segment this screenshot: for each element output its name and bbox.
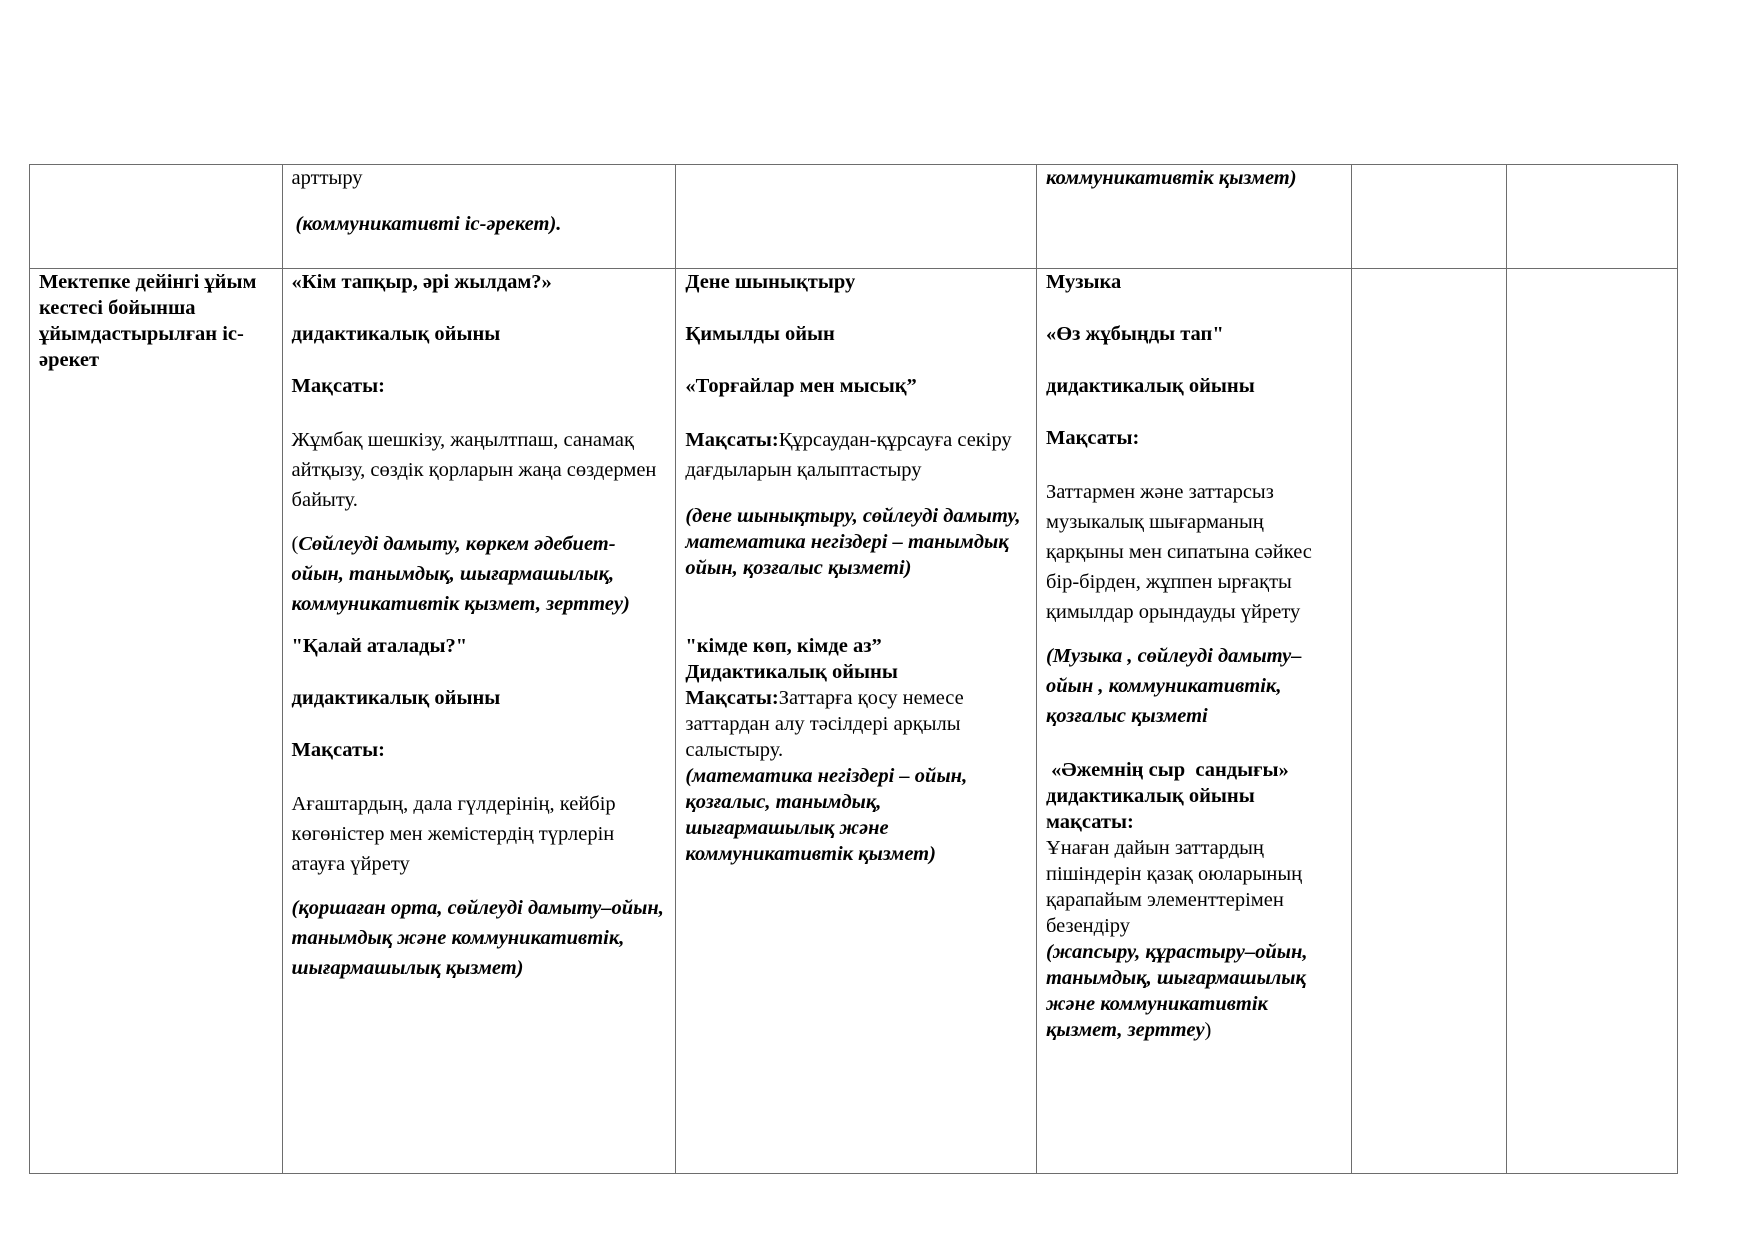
game-title: "кімде көп, кімде аз” [685, 635, 882, 657]
activity-areas [1046, 939, 1342, 1043]
goal-body: Заттарға қосу немесе заттардан алу тәсілдері арқылы салыстыру. [685, 687, 964, 761]
goal-label: Мақсаты: [685, 429, 779, 451]
table-row [30, 165, 1678, 269]
goal-text: Ағаштардың, дала гүлдерінің, кейбір көгөністер мен жемістердің түрлерін атауға үйрету [291, 793, 616, 875]
cell-r1-c4 [1036, 165, 1351, 269]
cell-r1-c2 [282, 165, 676, 269]
activity-areas: (дене шынықтыру, сөйлеуді дамыту, математика негіздері – танымдық ойын, қозғалыс қызметі) [685, 505, 1021, 579]
activity-area: коммуникативтік қызмет) [1045, 167, 1297, 189]
subject-title: Дене шынықтыру [685, 271, 856, 293]
goal-text: Ұнаған дайын заттардың пішіндерін қазақ оюларының қарапайым элементтерімен безендіру [1045, 837, 1303, 937]
activity-areas: (қоршаған орта, сөйлеуді дамыту–ойын, танымдық және коммуникативтік, шығармашылық қызмет) [291, 897, 664, 979]
activity-areas [292, 529, 667, 619]
cell-r1-c3 [676, 165, 1037, 269]
goal-label: Мақсаты: [685, 687, 779, 709]
game-type: Дидактикалық ойыны [685, 661, 898, 683]
activity-areas-text: Сөйлеуді дамыту, көркем әдебиет- ойын, танымдық, шығармашылық, коммуникативтік қызмет, зерттеу) [291, 533, 630, 615]
table-row [30, 269, 1678, 1174]
continued-text: арттыру [291, 167, 363, 189]
game-type: дидактикалық ойыны [291, 323, 501, 345]
goal-label: Мақсаты: [1045, 427, 1140, 449]
subject-title: Музыка [1045, 271, 1122, 293]
goal-text [685, 685, 1027, 763]
goal-text [685, 425, 1027, 485]
activity-areas: (математика негіздері – ойын, қозғалыс, танымдық, шығармашылық және коммуникативтік қызмет) [685, 765, 968, 865]
cell-r2-c1 [30, 269, 283, 1174]
cell-r2-c6 [1506, 269, 1677, 1174]
game-type: дидактикалық ойыны [291, 687, 501, 709]
goal-label: мақсаты: [1045, 811, 1134, 833]
game-title: «Өз жұбыңды тап" [1045, 323, 1224, 345]
goal-text: Заттармен және заттарсыз музыкалық шығарманың қарқыны мен сипатына сәйкес бір-бірден, жұппен ырғақты қимылдар орындауды үйрету [1045, 481, 1312, 623]
cell-r2-c2 [282, 269, 676, 1174]
cell-r1-c1 [30, 165, 283, 269]
goal-label: Мақсаты: [291, 739, 385, 761]
plan-table [29, 164, 1678, 1174]
cell-r1-c6 [1506, 165, 1677, 269]
open-paren: ( [291, 533, 299, 555]
goal-label: Мақсаты: [291, 375, 385, 397]
close-paren: ) [1204, 1019, 1212, 1041]
game-type: Қимылды ойын [685, 323, 835, 345]
game-type: дидактикалық ойыны [1045, 375, 1255, 397]
game-title: "Қалай аталады?" [291, 635, 468, 657]
game-title: «Кім тапқыр, әрі жылдам?» [291, 271, 552, 293]
cell-r1-c5 [1351, 165, 1506, 269]
activity-areas: (Музыка , сөйлеуді дамыту–ойын , коммуникативтік, қозғалыс қызметі [1045, 645, 1302, 727]
game-title: «Торғайлар мен мысық” [685, 375, 917, 397]
cell-r2-c5 [1351, 269, 1506, 1174]
goal-text: Жұмбақ шешкізу, жаңылтпаш, санамақ айтқызу, сөздік қорларын жаңа сөздермен байыту. [291, 429, 657, 511]
goal-body: Құрсаудан-құрсауға секіру дағдыларын қалыптастыру [685, 429, 1012, 481]
game-type: дидактикалық ойыны [1045, 785, 1255, 807]
cell-r2-c4 [1036, 269, 1351, 1174]
row-label: Мектепке дейінгі ұйым кестесі бойынша ұйымдастырылған іс-әрекет [39, 271, 257, 371]
cell-r2-c3 [676, 269, 1037, 1174]
activity-area: (коммуникативті іс-әрекет). [295, 213, 562, 235]
activity-areas-text: (жапсыру, құрастыру–ойын, танымдық, шығармашылық және коммуникативтік қызмет, зерттеу [1045, 941, 1308, 1041]
game-title: «Әжемнің сыр сандығы» [1045, 759, 1289, 781]
